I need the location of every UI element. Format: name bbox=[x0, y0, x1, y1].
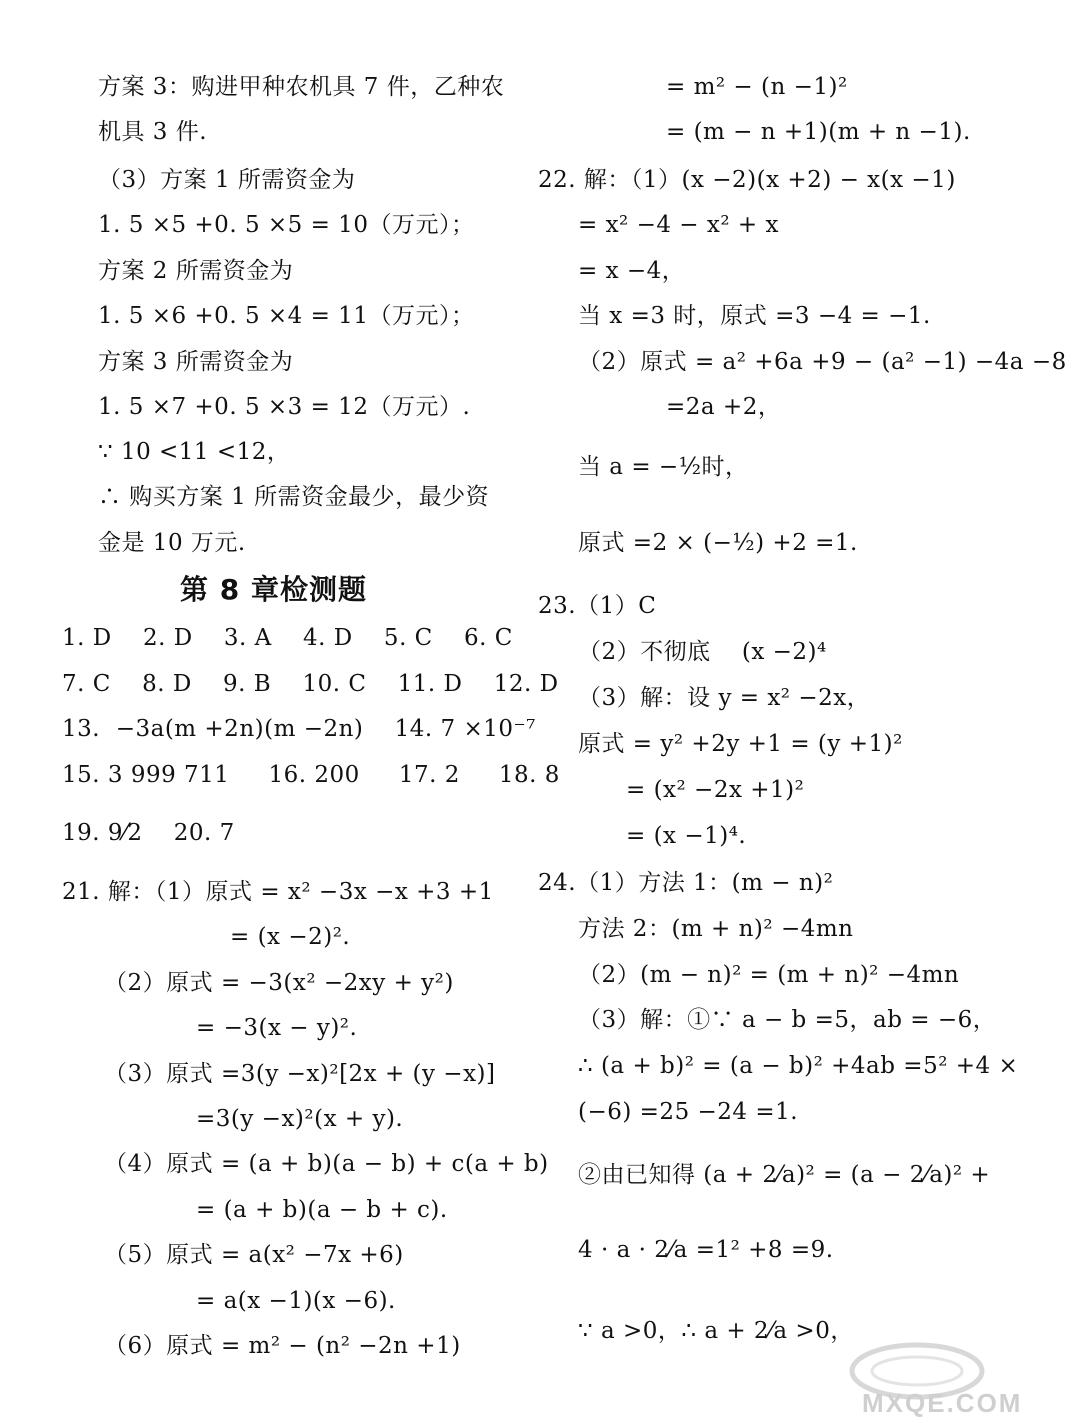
left-line: = (x −2)². bbox=[230, 924, 351, 950]
left-line: 1. 5 ×6 +0. 5 ×4 = 11（万元）； bbox=[98, 303, 475, 329]
right-line: （2）不彻底 (x −2)⁴ bbox=[578, 639, 827, 665]
right-line: 当 a = −½时， bbox=[578, 454, 749, 480]
right-line: =2a +2， bbox=[666, 394, 782, 420]
left-line: 15. 3 999 711 16. 200 17. 2 18. 8 bbox=[62, 762, 560, 788]
right-line: ②由已知得 (a + 2⁄a)² = (a − 2⁄a)² + bbox=[578, 1162, 991, 1188]
right-line: （3）解：设 y = x² −2x， bbox=[578, 685, 871, 711]
right-line: ∵ a >0，∴ a + 2⁄a >0， bbox=[578, 1318, 854, 1344]
right-line: = m² − (n −1)² bbox=[666, 74, 848, 100]
right-line: = (x −1)⁴. bbox=[626, 823, 747, 849]
left-line: （4）原式 = (a + b)(a − b) + c(a + b) bbox=[104, 1151, 549, 1177]
right-line: （3）解：①∵ a − b =5，ab = −6， bbox=[578, 1007, 997, 1033]
right-line: （2）(m − n)² = (m + n)² −4mn bbox=[578, 962, 960, 988]
right-line: 当 x =3 时，原式 =3 −4 = −1. bbox=[578, 303, 931, 329]
left-line: 方案 2 所需资金为 bbox=[98, 258, 294, 284]
left-line: （5）原式 = a(x² −7x +6) bbox=[104, 1242, 404, 1268]
right-line: 原式 =2 × (−½) +2 =1. bbox=[578, 530, 858, 556]
left-line: 1. 5 ×5 +0. 5 ×5 = 10（万元）； bbox=[98, 212, 475, 238]
right-line: 方法 2：(m + n)² −4mn bbox=[578, 916, 854, 942]
left-line: （2）原式 = −3(x² −2xy + y²) bbox=[104, 970, 454, 996]
left-line: 金是 10 万元. bbox=[98, 530, 246, 556]
left-line: （3）方案 1 所需资金为 bbox=[98, 167, 356, 193]
left-line: （3）原式 =3(y −x)²[2x + (y −x)] bbox=[104, 1061, 496, 1087]
right-line: = x² −4 − x² + x bbox=[578, 212, 779, 238]
right-line: 24.（1）方法 1：(m − n)² bbox=[538, 870, 834, 896]
left-line: 方案 3：购进甲种农机具 7 件，乙种农 bbox=[98, 74, 505, 100]
section-heading: 第 8 章检测题 bbox=[180, 573, 367, 606]
right-line: 原式 = y² +2y +1 = (y +1)² bbox=[578, 731, 903, 757]
watermark-text: MXQE.COM bbox=[862, 1388, 1023, 1418]
left-line: = a(x −1)(x −6). bbox=[196, 1288, 396, 1314]
right-line: (−6) =25 −24 =1. bbox=[578, 1099, 799, 1125]
left-line: 1. D 2. D 3. A 4. D 5. C 6. C bbox=[62, 625, 513, 651]
right-line: 23.（1）C bbox=[538, 593, 657, 619]
left-line: =3(y −x)²(x + y). bbox=[196, 1106, 404, 1132]
left-line: 13. −3a(m +2n)(m −2n) 14. 7 ×10⁻⁷ bbox=[62, 716, 536, 742]
left-line: （6）原式 = m² − (n² −2n +1) bbox=[104, 1333, 461, 1359]
left-line: = −3(x − y)². bbox=[196, 1015, 358, 1041]
left-line: ∵ 10 <11 <12， bbox=[98, 439, 291, 465]
left-line: 19. 9⁄2 20. 7 bbox=[62, 820, 235, 846]
left-line: = (a + b)(a − b + c). bbox=[196, 1197, 448, 1223]
right-line: （2）原式 = a² +6a +9 − (a² −1) −4a −8 bbox=[578, 349, 1067, 375]
left-line: 机具 3 件. bbox=[98, 119, 208, 145]
left-line: 方案 3 所需资金为 bbox=[98, 349, 294, 375]
right-line: ∴ (a + b)² = (a − b)² +4ab =5² +4 × bbox=[578, 1053, 1019, 1079]
left-line: ∴ 购买方案 1 所需资金最少，最少资 bbox=[98, 484, 490, 510]
right-line: 22. 解：（1）(x −2)(x +2) − x(x −1) bbox=[538, 167, 956, 193]
left-line: 21. 解：（1）原式 = x² −3x −x +3 +1 bbox=[62, 879, 494, 905]
left-line: 1. 5 ×7 +0. 5 ×3 = 12（万元）. bbox=[98, 394, 471, 420]
right-line: = (x² −2x +1)² bbox=[626, 777, 805, 803]
right-line: 4 · a · 2⁄a =1² +8 =9. bbox=[578, 1237, 834, 1263]
right-line: = x −4， bbox=[578, 258, 686, 284]
right-line: = (m − n +1)(m + n −1). bbox=[666, 119, 971, 145]
watermark-logo bbox=[822, 1331, 1023, 1421]
left-line: 7. C 8. D 9. B 10. C 11. D 12. D bbox=[62, 671, 559, 697]
